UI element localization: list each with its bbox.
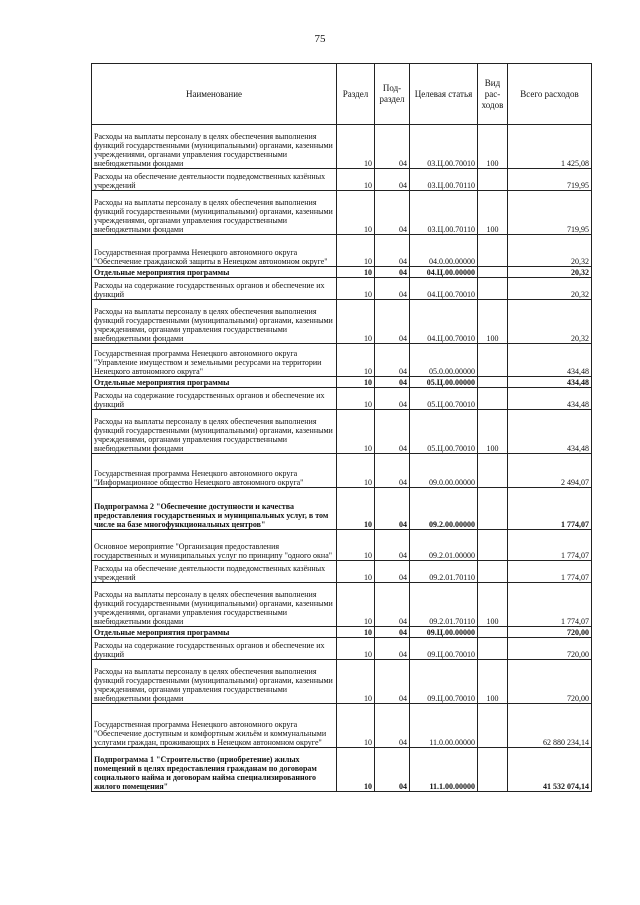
table-row <box>92 169 592 191</box>
row-name: Расходы на выплаты персоналу в целях обеспечения выполнения функций государственными (муниципальными) органами, казенными учреждениями, органами управления государственными внебюджетными фондами <box>92 191 337 235</box>
row-total: 434,48 <box>508 388 592 410</box>
row-name: Отдельные мероприятия программы <box>92 377 337 388</box>
row-total: 20,32 <box>508 267 592 278</box>
row-podrazdel: 04 <box>375 191 410 235</box>
row-podrazdel: 04 <box>375 169 410 191</box>
row-code: 04.Ц.00.70010 <box>410 278 478 300</box>
header-celevaya: Целевая статья <box>410 64 478 125</box>
row-name: Основное мероприятие "Организация предоставления государственных и муниципальных услуг по принципу "одного окна" <box>92 530 337 561</box>
row-vid <box>478 377 508 388</box>
row-razdel: 10 <box>337 627 375 638</box>
row-razdel: 10 <box>337 300 375 344</box>
row-podrazdel: 04 <box>375 488 410 530</box>
row-podrazdel: 04 <box>375 627 410 638</box>
row-code: 09.Ц.00.70010 <box>410 638 478 660</box>
row-podrazdel: 04 <box>375 454 410 488</box>
row-podrazdel: 04 <box>375 530 410 561</box>
row-podrazdel: 04 <box>375 583 410 627</box>
table-row <box>92 660 592 704</box>
row-vid <box>478 344 508 377</box>
row-total: 720,00 <box>508 627 592 638</box>
table-body <box>92 125 592 792</box>
table-row <box>92 410 592 454</box>
row-razdel: 10 <box>337 530 375 561</box>
row-podrazdel: 04 <box>375 125 410 169</box>
row-vid <box>478 169 508 191</box>
row-razdel: 10 <box>337 561 375 583</box>
page-number: 75 <box>314 33 326 45</box>
row-code: 11.0.00.00000 <box>410 704 478 748</box>
row-total: 1 774,07 <box>508 488 592 530</box>
row-name: Расходы на обеспечение деятельности подведомственных казённых учреждений <box>92 561 337 583</box>
row-code: 09.2.01.00000 <box>410 530 478 561</box>
table-row <box>92 627 592 638</box>
row-code: 05.Ц.00.70010 <box>410 410 478 454</box>
row-podrazdel: 04 <box>375 704 410 748</box>
table-row <box>92 278 592 300</box>
row-razdel: 10 <box>337 344 375 377</box>
row-podrazdel: 04 <box>375 344 410 377</box>
row-podrazdel: 04 <box>375 748 410 792</box>
row-vid <box>478 530 508 561</box>
row-code: 05.Ц.00.70010 <box>410 388 478 410</box>
row-razdel: 10 <box>337 169 375 191</box>
row-vid <box>478 454 508 488</box>
row-name: Государственная программа Ненецкого автономного округа "Управление имуществом и земельными ресурсами на территории Ненецкого автономного округа" <box>92 344 337 377</box>
row-razdel: 10 <box>337 377 375 388</box>
row-name: Государственная программа Ненецкого автономного округа "Информационное общество Ненецкого автономного округа" <box>92 454 337 488</box>
row-name: Подпрограмма 1 "Строительство (приобретение) жилых помещений в целях предоставления гражданам по договорам социального найма и договорам найма специализированного жилого помещения" <box>92 748 337 792</box>
row-vid <box>478 388 508 410</box>
row-code: 03.Ц.00.70110 <box>410 169 478 191</box>
row-razdel: 10 <box>337 704 375 748</box>
row-podrazdel: 04 <box>375 278 410 300</box>
row-podrazdel: 04 <box>375 388 410 410</box>
row-name: Подпрограмма 2 "Обеспечение доступности и качества предоставления государственных и муниципальных услуг, в том числе на базе многофункциональных центров" <box>92 488 337 530</box>
row-code: 04.Ц.00.70010 <box>410 300 478 344</box>
row-name: Отдельные мероприятия программы <box>92 267 337 278</box>
row-vid: 100 <box>478 660 508 704</box>
row-code: 09.Ц.00.70010 <box>410 660 478 704</box>
row-vid <box>478 748 508 792</box>
row-code: 03.Ц.00.70110 <box>410 191 478 235</box>
row-vid: 100 <box>478 125 508 169</box>
row-name: Расходы на содержание государственных органов и обеспечение их функций <box>92 278 337 300</box>
row-podrazdel: 04 <box>375 267 410 278</box>
row-razdel: 10 <box>337 638 375 660</box>
row-name: Расходы на выплаты персоналу в целях обеспечения выполнения функций государственными (муниципальными) органами, казенными учреждениями, органами управления государственными внебюджетными фондами <box>92 125 337 169</box>
header-podrazdel: Под-раздел <box>375 64 410 125</box>
row-code: 09.2.00.00000 <box>410 488 478 530</box>
table-row <box>92 748 592 792</box>
row-name: Расходы на содержание государственных органов и обеспечение их функций <box>92 638 337 660</box>
row-total: 1 774,07 <box>508 561 592 583</box>
header-razdel: Раздел <box>337 64 375 125</box>
row-total: 20,32 <box>508 278 592 300</box>
table-header-row <box>92 64 592 125</box>
row-name: Расходы на содержание государственных органов и обеспечение их функций <box>92 388 337 410</box>
row-razdel: 10 <box>337 235 375 267</box>
row-razdel: 10 <box>337 488 375 530</box>
row-total: 720,00 <box>508 660 592 704</box>
row-code: 04.Ц.00.00000 <box>410 267 478 278</box>
row-code: 11.1.00.00000 <box>410 748 478 792</box>
row-vid <box>478 638 508 660</box>
row-total: 434,48 <box>508 377 592 388</box>
table-row <box>92 454 592 488</box>
row-total: 720,00 <box>508 638 592 660</box>
row-razdel: 10 <box>337 583 375 627</box>
row-total: 719,95 <box>508 191 592 235</box>
row-razdel: 10 <box>337 660 375 704</box>
row-name: Расходы на выплаты персоналу в целях обеспечения выполнения функций государственными (муниципальными) органами, казенными учреждениями, органами управления государственными внебюджетными фондами <box>92 300 337 344</box>
row-code: 09.2.01.70110 <box>410 583 478 627</box>
table-row <box>92 300 592 344</box>
row-razdel: 10 <box>337 125 375 169</box>
row-podrazdel: 04 <box>375 410 410 454</box>
row-razdel: 10 <box>337 748 375 792</box>
table-row <box>92 235 592 267</box>
table-row <box>92 530 592 561</box>
table-row <box>92 488 592 530</box>
row-total: 434,48 <box>508 410 592 454</box>
table-row <box>92 267 592 278</box>
row-code: 05.0.00.00000 <box>410 344 478 377</box>
row-name: Расходы на обеспечение деятельности подведомственных казённых учреждений <box>92 169 337 191</box>
row-code: 04.0.00.00000 <box>410 235 478 267</box>
row-vid <box>478 278 508 300</box>
table-row <box>92 125 592 169</box>
row-code: 09.Ц.00.00000 <box>410 627 478 638</box>
row-podrazdel: 04 <box>375 377 410 388</box>
row-podrazdel: 04 <box>375 235 410 267</box>
row-name: Государственная программа Ненецкого автономного округа "Обеспечение гражданской защиты в Ненецком автономном округе" <box>92 235 337 267</box>
row-name: Расходы на выплаты персоналу в целях обеспечения выполнения функций государственными (муниципальными) органами, казенными учреждениями, органами управления государственными внебюджетными фондами <box>92 583 337 627</box>
row-code: 09.0.00.00000 <box>410 454 478 488</box>
table-row <box>92 344 592 377</box>
row-vid: 100 <box>478 583 508 627</box>
row-total: 2 494,07 <box>508 454 592 488</box>
table-row <box>92 191 592 235</box>
table-row <box>92 377 592 388</box>
row-name: Государственная программа Ненецкого автономного округа "Обеспечение доступным и комфортным жильём и коммунальными услугами граждан, проживающих в Ненецком автономном округе" <box>92 704 337 748</box>
row-razdel: 10 <box>337 454 375 488</box>
row-code: 03.Ц.00.70010 <box>410 125 478 169</box>
row-name: Расходы на выплаты персоналу в целях обеспечения выполнения функций государственными (муниципальными) органами, казенными учреждениями, органами управления государственными внебюджетными фондами <box>92 410 337 454</box>
row-vid <box>478 267 508 278</box>
row-vid <box>478 488 508 530</box>
row-vid <box>478 561 508 583</box>
row-vid <box>478 235 508 267</box>
row-podrazdel: 04 <box>375 561 410 583</box>
row-name: Отдельные мероприятия программы <box>92 627 337 638</box>
row-vid: 100 <box>478 191 508 235</box>
row-podrazdel: 04 <box>375 660 410 704</box>
row-total: 41 532 074,14 <box>508 748 592 792</box>
row-razdel: 10 <box>337 278 375 300</box>
header-vid: Вид рас-ходов <box>478 64 508 125</box>
row-vid <box>478 704 508 748</box>
row-razdel: 10 <box>337 410 375 454</box>
row-total: 1 425,08 <box>508 125 592 169</box>
row-total: 62 880 234,14 <box>508 704 592 748</box>
row-razdel: 10 <box>337 267 375 278</box>
row-podrazdel: 04 <box>375 638 410 660</box>
table-row <box>92 388 592 410</box>
table-row <box>92 638 592 660</box>
header-name: Наименование <box>92 64 337 125</box>
header-total: Всего расходов <box>508 64 592 125</box>
row-vid <box>478 627 508 638</box>
row-code: 09.2.01.70110 <box>410 561 478 583</box>
row-razdel: 10 <box>337 388 375 410</box>
table-row <box>92 704 592 748</box>
budget-table <box>91 63 592 792</box>
row-code: 05.Ц.00.00000 <box>410 377 478 388</box>
row-total: 20,32 <box>508 235 592 267</box>
row-total: 20,32 <box>508 300 592 344</box>
row-vid: 100 <box>478 410 508 454</box>
row-total: 1 774,07 <box>508 583 592 627</box>
row-total: 1 774,07 <box>508 530 592 561</box>
table-row <box>92 583 592 627</box>
row-podrazdel: 04 <box>375 300 410 344</box>
row-razdel: 10 <box>337 191 375 235</box>
row-name: Расходы на выплаты персоналу в целях обеспечения выполнения функций государственными (муниципальными) органами, казенными учреждениями, органами управления государственными внебюджетными фондами <box>92 660 337 704</box>
table-row <box>92 561 592 583</box>
row-total: 434,48 <box>508 344 592 377</box>
row-vid: 100 <box>478 300 508 344</box>
row-total: 719,95 <box>508 169 592 191</box>
